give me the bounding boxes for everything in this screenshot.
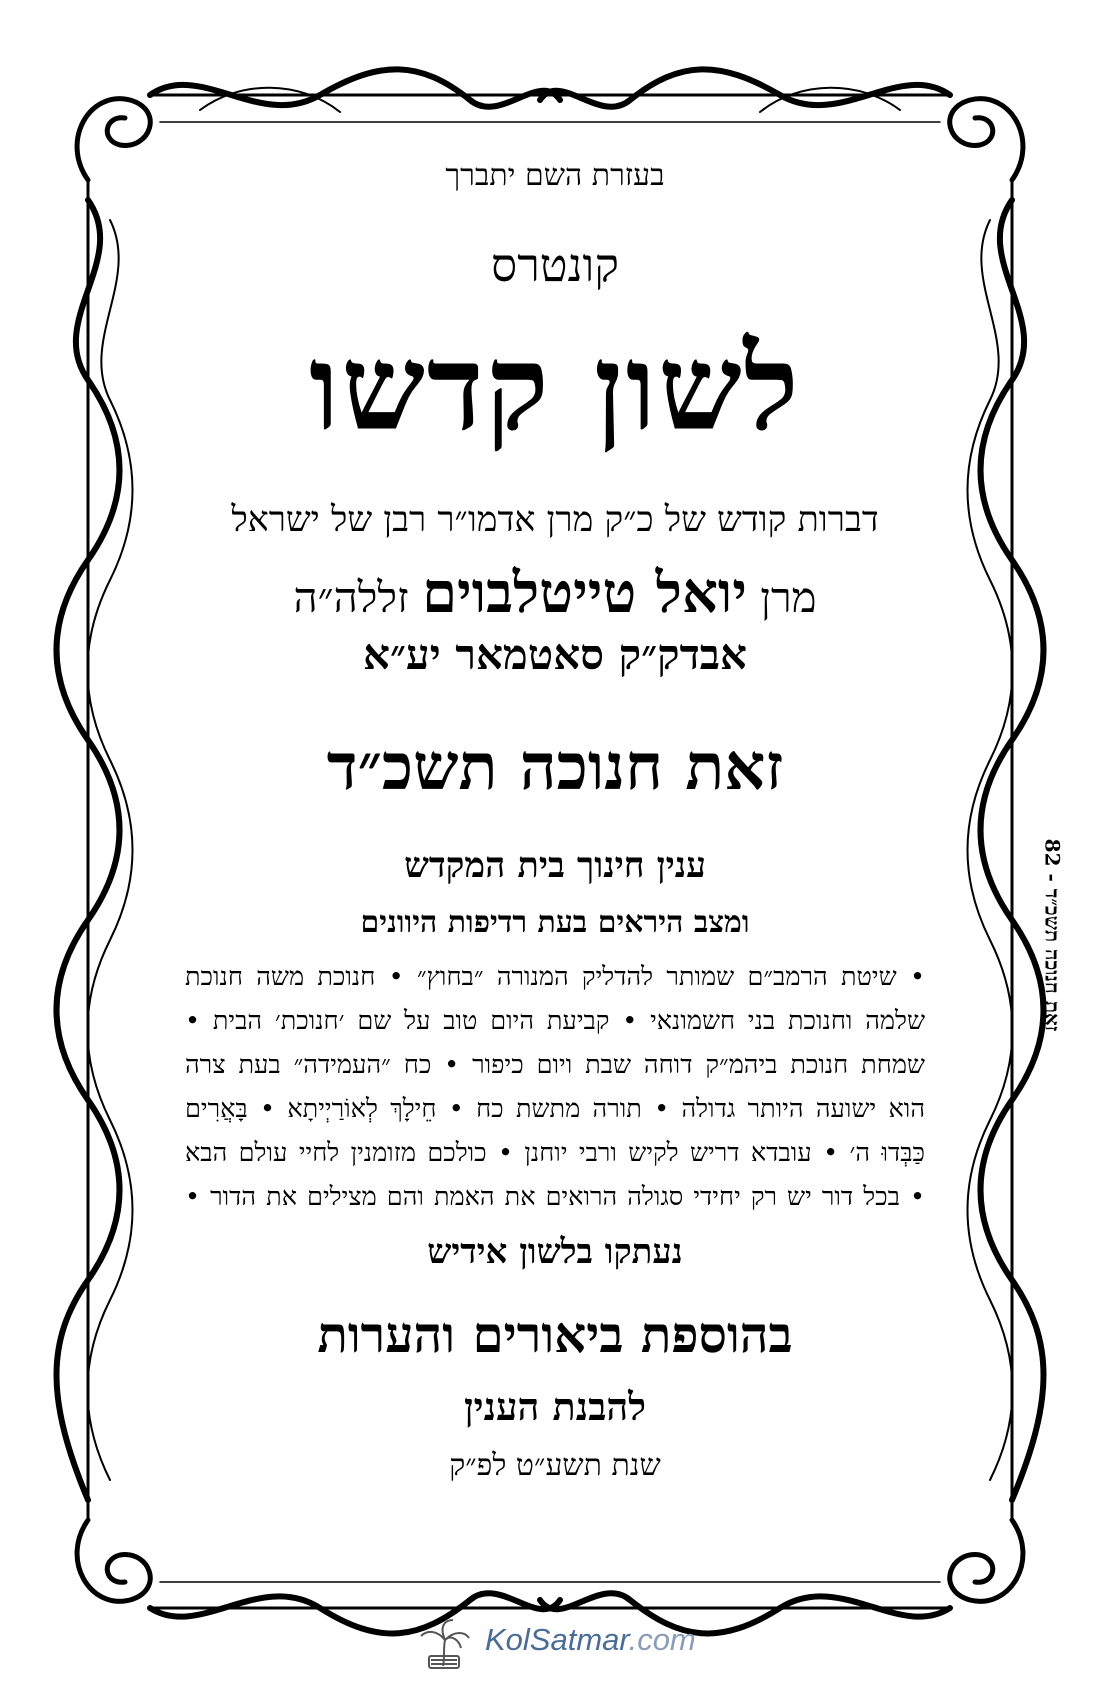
- publication-year: שנת תשע״ט לפ״ק: [449, 1448, 661, 1483]
- author-name-line: [175, 560, 935, 626]
- subject-line-1: ענין חינוך בית המקדש: [404, 845, 706, 886]
- topic-row: • שיטת הרמב״ם שמותר להדליק המנורה ״בחוץ״ • חנוכת משה חנוכת: [185, 962, 925, 992]
- translation-note: נעתקו בלשון אידיש: [427, 1232, 683, 1272]
- kolsatmar-logo[interactable]: [415, 1612, 696, 1672]
- logo-name: KolSatmar: [485, 1622, 629, 1657]
- kuntres-label: קונטרס: [491, 238, 619, 292]
- subject-line-2: ומצב היראים בעת רדיפות היוונים: [360, 905, 750, 940]
- topic-row: • בכל דור יש רק יחידי סגולה הרואים את האמת והם מצילים את הדור •: [185, 1182, 925, 1212]
- topic-row: שמחת חנוכת ביהמ״ק דוחה שבת ויום כיפור • כח ״העמידה״ בעת צרה: [185, 1050, 925, 1080]
- additions-subheading: להבנת הענין: [463, 1384, 647, 1429]
- topic-row: כַּבְּדוּ ה׳ • עובדא דריש לקיש ורבי יוחנן • כולכם מזומנין לחיי עולם הבא: [185, 1138, 925, 1168]
- main-title: לשון קדשו: [309, 318, 801, 457]
- additions-heading: בהוספת ביאורים והערות: [317, 1305, 793, 1364]
- topic-row: שלמה וחנוכת בני חשמונאי • קביעת היום טוב על שם ׳חנוכת׳ הבית •: [185, 1006, 925, 1036]
- author-name: יואל טייטלבוים: [422, 560, 747, 626]
- palm-tree-icon: [415, 1612, 475, 1672]
- author-line: דברות קודש של כ״ק מרן אדמו״ר רבן של ישראל: [231, 500, 879, 540]
- blessing-header: בעזרת השם יתברך: [445, 158, 665, 193]
- topics-list: [185, 955, 925, 1219]
- author-title: אבדק״ק סאטמאר יע״א: [363, 630, 747, 679]
- author-prefix: מרן: [760, 573, 817, 622]
- occasion-heading: זאת חנוכה תשכ״ד: [326, 730, 784, 805]
- side-page-note: זאת חנוכה תשכ״ד - 82: [1040, 838, 1065, 1032]
- topic-row: הוא ישועה היותר גדולה • תורה מתשת כח • חֵילָךְ לְאוֹרַיְיתָא • בָּאֲרִים: [185, 1094, 925, 1124]
- author-suffix: זללה״ה: [293, 573, 409, 622]
- logo-domain: .com: [628, 1622, 696, 1657]
